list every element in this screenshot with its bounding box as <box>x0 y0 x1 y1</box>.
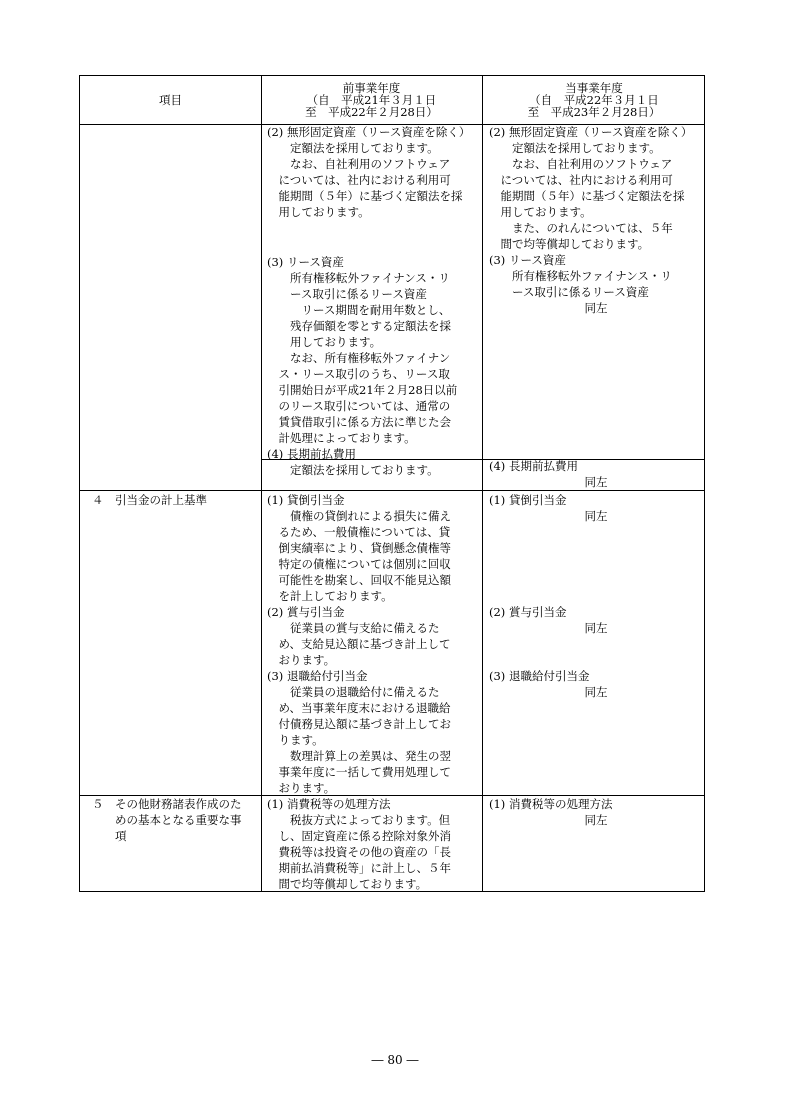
page-number: ― 80 ― <box>371 1053 419 1067</box>
text-line: 所有権移転外ファイナンス・リ <box>489 269 672 283</box>
text-line: なお、所有権移転外ファイナン <box>267 351 451 365</box>
text-line: し、固定資産に係る控除対象外消 <box>267 829 451 843</box>
text-line: 債権の貸倒れによる損失に備え <box>267 509 451 523</box>
text-line: また、のれんについては、５年 <box>489 221 673 235</box>
text-line: 定額法を採用しております。 <box>267 463 439 477</box>
text-line: おります。 <box>267 653 336 667</box>
cont-curr-prepaid-block <box>489 458 703 490</box>
column-divider <box>261 76 262 891</box>
text-line: め、当事業年度末における退職給 <box>267 701 451 715</box>
header-prev-year-cell <box>261 76 482 124</box>
text-line: めの基本となる重要な事 <box>92 813 242 827</box>
text-line: 項 <box>92 829 127 843</box>
text-line: (2) 賞与引当金 <box>489 605 567 619</box>
text-line: 用しております。 <box>267 335 382 349</box>
text-line: 計処理によっております。 <box>267 431 416 445</box>
text-line: については、社内における利用可 <box>267 173 451 187</box>
text-line: 付債務見込額に基づき計上してお <box>267 717 451 731</box>
text-line: については、社内における利用可 <box>489 173 673 187</box>
text-line: おります。 <box>267 781 336 795</box>
header-curr-title: 当事業年度 <box>565 81 623 95</box>
text-line: ース取引に係るリース資産 <box>267 287 427 301</box>
header-curr-year-cell <box>482 76 706 124</box>
same-as-left-label: 同左 <box>584 301 608 315</box>
column-divider <box>482 76 483 891</box>
text-line: (3) 退職給付引当金 <box>267 669 368 683</box>
row4-prev-block <box>267 492 479 796</box>
text-line: 倒実績率により、貸倒懸念債権等 <box>267 541 451 555</box>
header-curr-from: （自 平成22年３月１日 <box>529 93 659 107</box>
header-prev-title: 前事業年度 <box>342 81 401 95</box>
text-line: (3) リース資産 <box>267 255 344 269</box>
header-prev-to: 至 平成22年２月28日） <box>305 105 438 119</box>
text-line: ります。 <box>267 733 324 747</box>
text-line: 用しております。 <box>489 205 592 219</box>
text-line: ース取引に係るリース資産 <box>489 285 649 299</box>
text-line: (1) 貸倒引当金 <box>489 493 567 507</box>
text-line: 能期間（５年）に基づく定額法を採 <box>267 189 463 203</box>
text-line: リース期間を耐用年数とし、 <box>267 303 451 317</box>
text-line: 能期間（５年）に基づく定額法を採 <box>489 189 685 203</box>
text-line: 特定の債権については個別に回収 <box>267 557 451 571</box>
header-item-label: 項目 <box>159 93 182 107</box>
text-line: なお、自社利用のソフトウェア <box>267 157 451 171</box>
header-curr-to: 至 平成23年２月28日） <box>527 105 661 119</box>
header-prev-from: （自 平成21年３月１日 <box>306 93 437 107</box>
text-line: (4) 長期前払費用 <box>267 447 356 461</box>
text-line: 賃貸借取引に係る方法に準じた会 <box>267 415 451 429</box>
text-line: (4) 長期前払費用 <box>489 459 578 473</box>
text-line: (2) 賞与引当金 <box>267 605 345 619</box>
text-line: るため、一般債権については、貸 <box>267 525 451 539</box>
text-line: 用しております。 <box>267 205 370 219</box>
same-as-left-label: 同左 <box>584 475 608 489</box>
same-as-left-label: 同左 <box>584 509 608 523</box>
text-line: 数理計算上の差異は、発生の翌 <box>267 749 451 763</box>
text-line: 定額法を採用しております。 <box>267 141 439 155</box>
same-as-left-label: 同左 <box>584 685 608 699</box>
text-line: 従業員の退職給付に備えるた <box>267 685 440 699</box>
text-line: ス・リース取引のうち、リース取 <box>267 367 450 381</box>
text-line: 間で均等償却しております。 <box>489 237 650 251</box>
text-line: (2) 無形固定資産（リース資産を除く） <box>267 125 471 139</box>
row4-label: ４ 引当金の計上基準 <box>92 493 207 507</box>
cont-prev-intangible-block <box>267 124 479 220</box>
text-line: (1) 消費税等の処理方法 <box>489 797 613 811</box>
text-line: 定額法を採用しております。 <box>489 141 661 155</box>
text-line: ５ その他財務諸表作成のた <box>92 797 242 811</box>
text-line: 従業員の賞与支給に備えるた <box>267 621 440 635</box>
text-line: 引開始日が平成21年２月28日以前 <box>267 383 458 397</box>
text-line: (2) 無形固定資産（リース資産を除く） <box>489 125 693 139</box>
row5-label <box>92 796 260 844</box>
text-line: 所有権移転外ファイナンス・リ <box>267 271 450 285</box>
row5-curr-block <box>489 796 703 828</box>
row4-curr-retirement-block <box>489 668 703 700</box>
text-line: 税抜方式によっております。但 <box>267 813 451 827</box>
row-divider <box>80 490 704 491</box>
text-line: (1) 消費税等の処理方法 <box>267 797 391 811</box>
text-line: (3) リース資産 <box>489 253 566 267</box>
text-line: (3) 退職給付引当金 <box>489 669 590 683</box>
same-as-left-label: 同左 <box>584 621 608 635</box>
text-line: を計上しております。 <box>267 589 393 603</box>
row5-prev-block <box>267 796 479 892</box>
text-line: のリース取引については、通常の <box>267 399 451 413</box>
same-as-left-label: 同左 <box>584 813 608 827</box>
text-line: (1) 貸倒引当金 <box>267 493 345 507</box>
cont-curr-block <box>489 124 703 316</box>
text-line: 期前払消費税等」に計上し、５年 <box>267 861 451 875</box>
text-line: め、支給見込額に基づき計上して <box>267 637 451 651</box>
header-item-cell <box>80 76 261 124</box>
accounting-policies-table <box>79 75 705 892</box>
text-line: 間で均等償却しております。 <box>267 877 428 891</box>
text-line: 可能性を勘案し、回収不能見込額 <box>267 573 451 587</box>
row4-curr-bonus-block <box>489 604 703 636</box>
text-line: なお、自社利用のソフトウェア <box>489 157 673 171</box>
cont-prev-lease-block <box>267 254 479 478</box>
text-line: 費税等は投資その他の資産の「長 <box>267 845 451 859</box>
row4-curr-bad-debt-block <box>489 492 703 524</box>
text-line: 残存価額を零とする定額法を採 <box>267 319 451 333</box>
text-line: 事業年度に一括して費用処理して <box>267 765 451 779</box>
